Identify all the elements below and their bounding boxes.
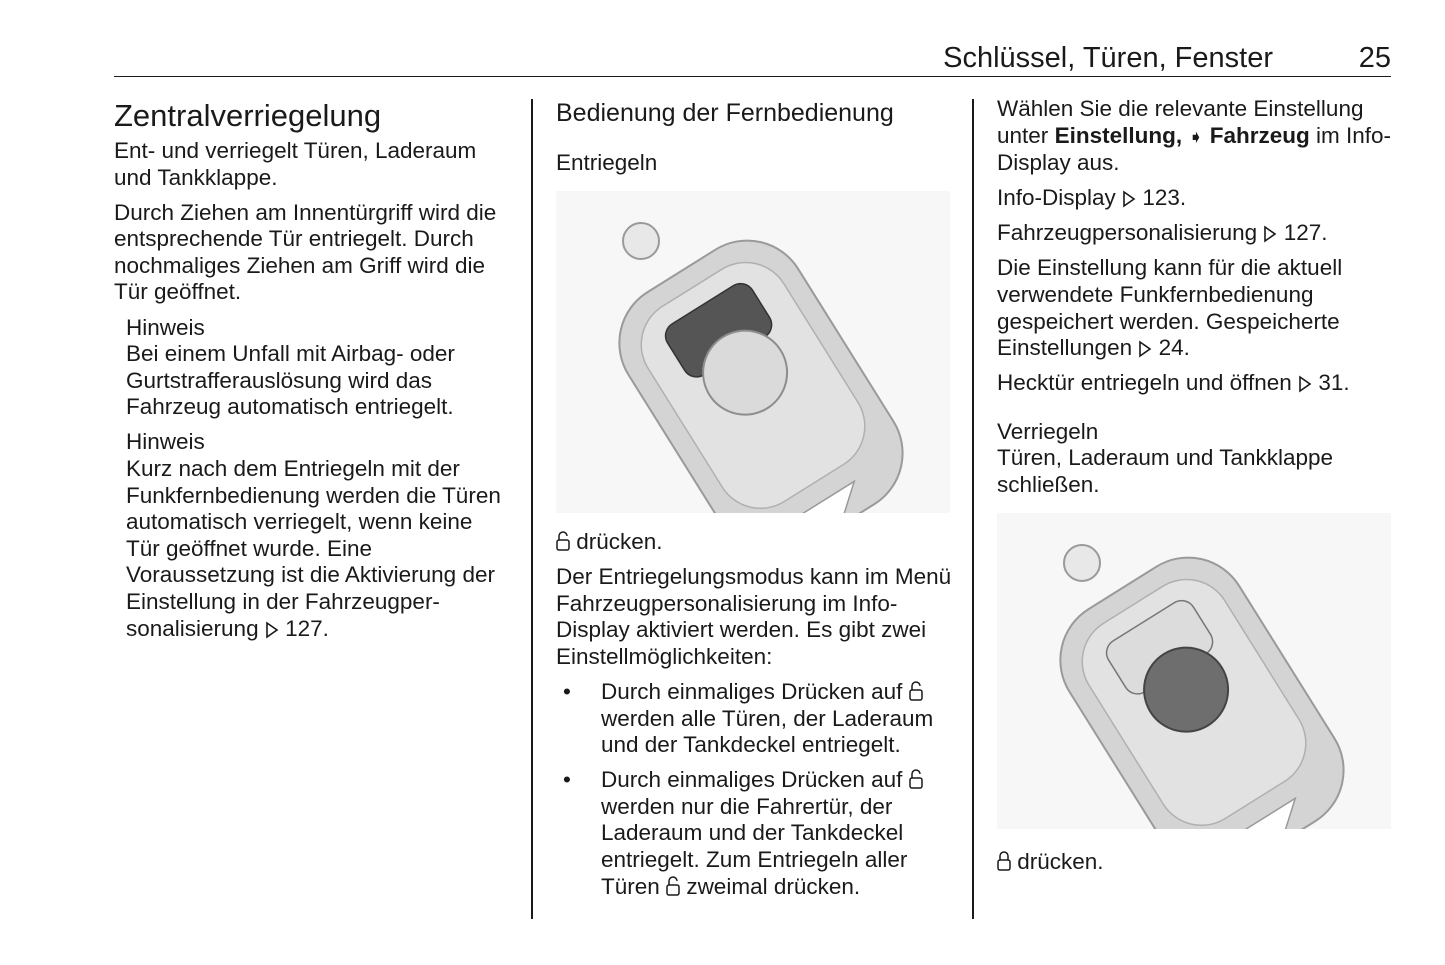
key-illustration	[997, 513, 1391, 829]
sub-heading: Verriegeln	[997, 418, 1099, 444]
paragraph: Durch Ziehen am Innentürgriff wird die entsprechende Tür entriegelt. Durch nochmaliges Ziehen am Griff wird die Tür geöffnet.	[114, 199, 497, 305]
unlock-icon	[556, 530, 570, 552]
options-list	[556, 679, 952, 900]
page-reference[interactable]: 31.	[1318, 370, 1350, 396]
column-divider	[972, 99, 974, 919]
paragraph	[997, 255, 1392, 361]
menu-path: Fahrzeug	[1209, 122, 1310, 148]
unlock-icon	[666, 875, 680, 897]
page-reference[interactable]: 127.	[285, 615, 329, 641]
column-3	[997, 96, 1392, 884]
instruction	[997, 849, 1392, 876]
page-number: 25	[1358, 42, 1391, 74]
list-text: werden alle Türen, der Laderaum und der Tankdeckel entriegelt.	[601, 705, 934, 758]
section-heading: Zentralverriegelung	[114, 98, 382, 133]
note-title: Hinweis	[126, 314, 205, 340]
instruction	[556, 529, 952, 556]
unlock-icon	[909, 680, 923, 702]
ref-arrow-icon	[265, 621, 279, 639]
column-1	[114, 96, 509, 651]
paragraph: Der Entriegelungsmodus kann im Menü Fahrzeugpersonalisierung im Info-Display aktiviert werden. Es gibt zwei Einstellmöglichkeiten:	[556, 564, 952, 669]
header-title: Schlüssel, Türen, Fenster	[943, 42, 1273, 74]
list-text: Durch einmaliges Drücken auf	[601, 767, 903, 793]
column-2	[556, 96, 952, 909]
list-text: zweimal drücken.	[686, 873, 861, 899]
remote-key-unlock-illustration	[556, 191, 950, 513]
reference-line	[997, 185, 1392, 212]
instruction-text: drücken.	[576, 529, 663, 554]
text: Die Einstellung kann für die aktuell verwendete Funkfernbedienung gespeichert werden. Gespeicherte Einstellungen	[997, 255, 1343, 361]
note-text-body: Kurz nach dem Entriegeln mit der Funkfernbedienung werden die Türen automatisch verriegelt, wenn keine Tür geöffnet wurde. Eine Voraussetzung ist die Aktivierung der Einstellung in der Fahrzeugper-sonalisierung	[126, 456, 501, 641]
paragraph	[997, 96, 1392, 177]
list-item	[556, 767, 952, 900]
text: Hecktür entriegeln und öffnen	[997, 370, 1292, 396]
note-text: Bei einem Unfall mit Airbag- oder Gurtstrafferauslösung wird das Fahrzeug automatisch entriegelt.	[126, 341, 455, 420]
note-title: Hinweis	[126, 429, 205, 455]
ref-arrow-icon	[1298, 375, 1312, 393]
reference-line	[997, 220, 1392, 247]
page-reference[interactable]: 127.	[1283, 220, 1328, 246]
lock-icon	[997, 850, 1011, 872]
note-block	[114, 315, 509, 643]
sub-heading: Entriegeln	[556, 150, 658, 175]
list-text: Durch einmaliges Drücken auf	[601, 678, 903, 704]
paragraph: Ent- und verriegelt Türen, Laderaum und Tankklappe.	[114, 138, 477, 190]
ref-arrow-icon	[1122, 190, 1136, 208]
unlock-icon	[909, 768, 923, 790]
arrow-icon: ➧	[1188, 126, 1204, 147]
bullet: •	[563, 767, 571, 793]
remote-key-lock-illustration	[997, 513, 1391, 829]
bullet: •	[563, 678, 571, 704]
reference-line	[997, 370, 1392, 397]
instruction-text: drücken.	[1017, 849, 1104, 875]
subsection-heading: Bedienung der Fernbedienung	[556, 99, 894, 127]
key-illustration	[556, 191, 950, 513]
page-reference[interactable]: 123.	[1142, 185, 1187, 211]
text: Fahrzeugpersonalisierung	[997, 220, 1258, 246]
menu-path: Einstellung,	[1054, 122, 1183, 148]
ref-arrow-icon	[1263, 225, 1277, 243]
ref-arrow-icon	[1138, 340, 1152, 358]
page-reference[interactable]: 24.	[1158, 335, 1190, 361]
column-divider	[531, 99, 533, 919]
text: Wählen Sie die relevante Einstellung unter	[997, 96, 1364, 148]
text: Info-Display	[997, 185, 1116, 211]
note-text	[126, 456, 509, 642]
text: im Info-Display aus.	[997, 122, 1391, 176]
list-item	[556, 679, 952, 759]
paragraph: Türen, Laderaum und Tankklappe schließen.	[997, 444, 1334, 497]
page-header	[114, 40, 1391, 77]
list-text: werden nur die Fahrertür, der Laderaum und der Tankdeckel entriegelt. Zum Entriegeln aller Türen	[601, 793, 908, 899]
